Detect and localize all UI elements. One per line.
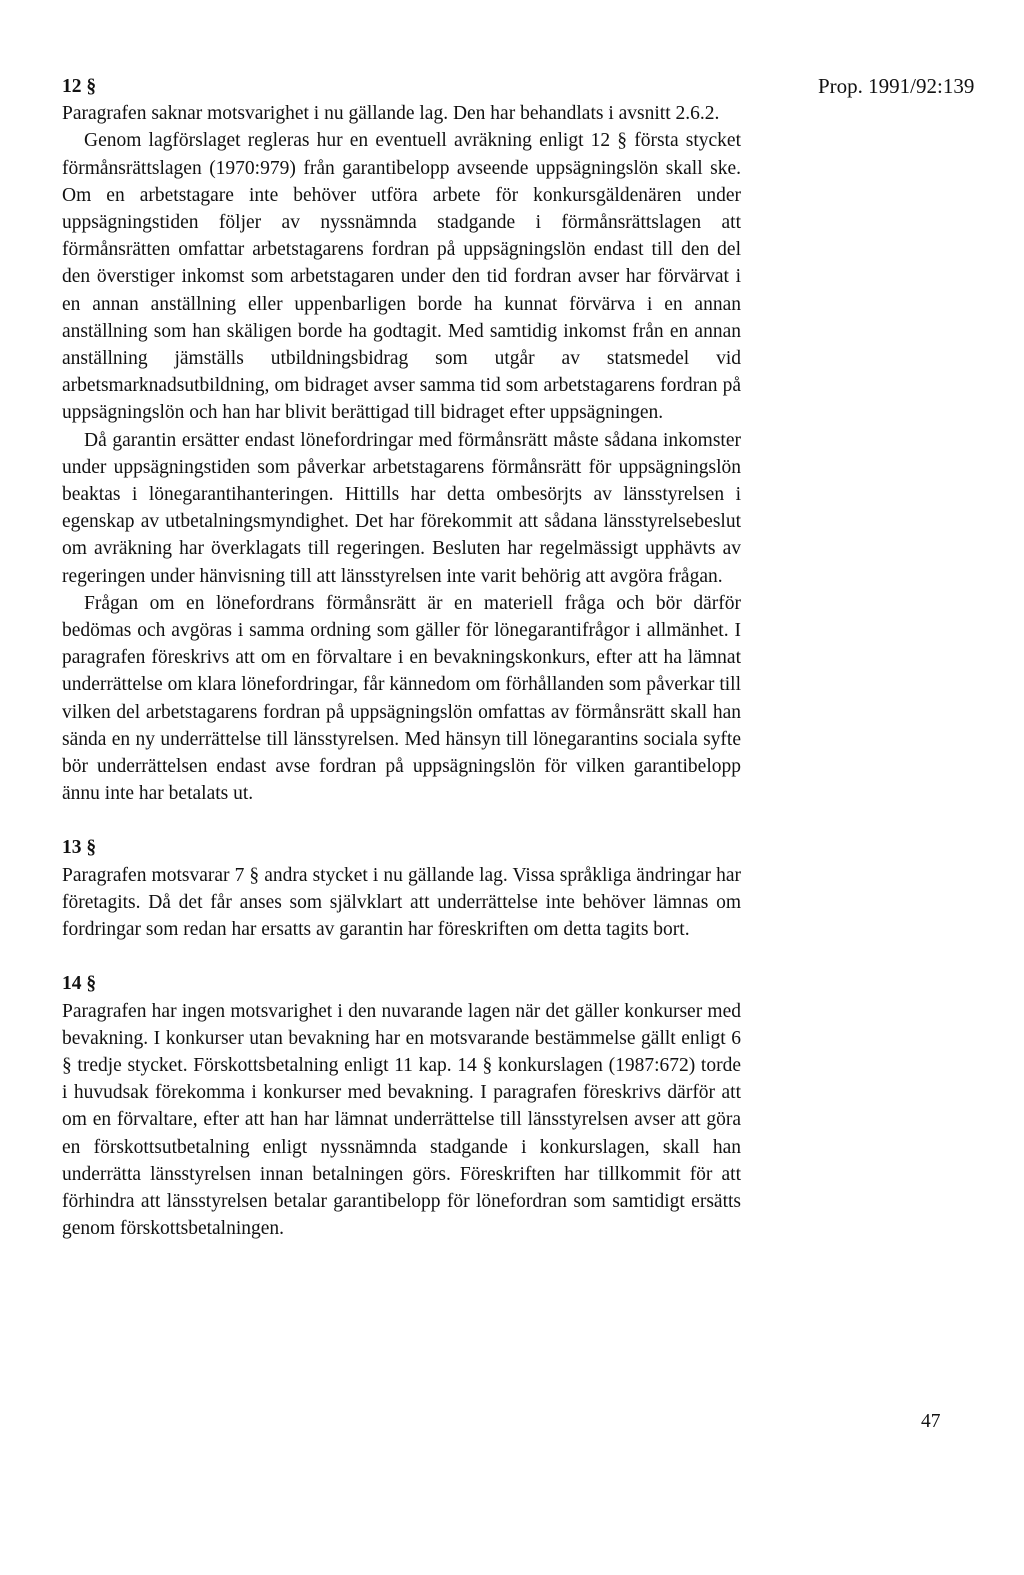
main-text-column bbox=[62, 73, 741, 1242]
paragraph: Paragrafen saknar motsvarighet i nu gällande lag. Den har behandlats i avsnitt 2.6.2. bbox=[62, 103, 720, 125]
section-13 bbox=[62, 834, 741, 943]
section-heading: 14 § bbox=[62, 973, 97, 995]
prop-reference: Prop. 1991/92:139 bbox=[818, 74, 975, 98]
paragraph: Paragrafen motsvarar 7 § andra stycket i nu gällande lag. Vissa språkliga ändringar har företagits. Då det får anses som självklart att underrättelse inte behöver lämnas om fordringar som redan har ersatts av garantin har föreskriften om detta tagits bort. bbox=[62, 864, 741, 941]
section-12 bbox=[62, 73, 741, 807]
section-heading: 12 § bbox=[62, 76, 97, 97]
paragraph: Då garantin ersätter endast lönefordringar med förmånsrätt måste sådana inkomster under uppsägningstiden som påverkar arbetstagarens förmånsrätt för uppsägningslön beaktas i lönegarantihanteringen. Hittills har detta ombesörjts av länsstyrelsen i egenskap av utbetalningsmyndighet. Det har förekommit att sådana länsstyrelsebeslut om avräkning har överklagats till regeringen. Besluten har regelmässigt upphävts av regeringen under hänvisning till att länsstyrelsen inte varit behörig att avgöra frågan. bbox=[62, 429, 741, 587]
page-number: 47 bbox=[921, 1411, 941, 1432]
section-14 bbox=[62, 970, 741, 1242]
paragraph: Frågan om en lönefordrans förmånsrätt är en materiell fråga och bör därför bedömas och avgöras i samma ordning som gäller för lönegarantifrågor i allmänhet. I paragrafen föreskrivs att om en förvaltare i en bevakningskonkurs, efter att ha lämnat underrättelse om klara lönefordringar, får kännedom om förhållanden som påverkar till vilken del arbetstagarens fordran på uppsägningslön omfattas av förmånsrätt skall han sända en ny underrättelse till länsstyrelsen. Med hänsyn till lönegarantins sociala syfte bör underrättelsen endast avse fordran på uppsägningslön för vilken garantibelopp ännu inte har betalats ut. bbox=[62, 592, 741, 805]
paragraph: Genom lagförslaget regleras hur en eventuell avräkning enligt 12 § första stycket förmånsrättslagen (1970:979) från garantibelopp avseende uppsägningslön skall ske. Om en arbetstagare inte behöver utföra arbete för konkursgäldenären under uppsägningstiden följer av nyssnämnda stadgande i förmånsrättslagen att förmånsrätten omfattar arbetstagarens fordran på uppsägningslön endast till den del den överstiger inkomst som arbetstagaren under den tid fordran avser har förvärvat i en annan anställning eller uppenbarligen borde ha kunnat förvärva i en annan anställning som han skäligen borde ha godtagit. Med samtidig inkomst från en annan anställning jämställs utbildningsbidrag som utgår av statsmedel vid arbetsmarknadsutbildning, om bidraget avser samma tid som arbetstagarens fordran på uppsägningslön och han har blivit berättigad till bidraget efter uppsägningen. bbox=[62, 130, 741, 424]
section-heading: 13 § bbox=[62, 837, 97, 859]
paragraph: Paragrafen har ingen motsvarighet i den nuvarande lagen när det gäller konkurser med bevakning. I konkurser utan bevakning har en motsvarande bestämmelse gällt enligt 6 § tredje stycket. Förskottsbetalning enligt 11 kap. 14 § konkurslagen (1987:672) torde i huvudsak förekomma i konkurser med bevakning. I paragrafen föreskrivs därför att om en förvaltare, efter att han har lämnat underrättelse till länsstyrelsen avser att göra en förskottsutbetalning enligt nyssnämnda stadgande i konkurslagen, skall han underrätta länsstyrelsen innan betalningen görs. Föreskriften har tillkommit för att förhindra att länsstyrelsen betalar garantibelopp för lönefordran som samtidigt ersätts genom förskottsbetalningen. bbox=[62, 1000, 741, 1240]
